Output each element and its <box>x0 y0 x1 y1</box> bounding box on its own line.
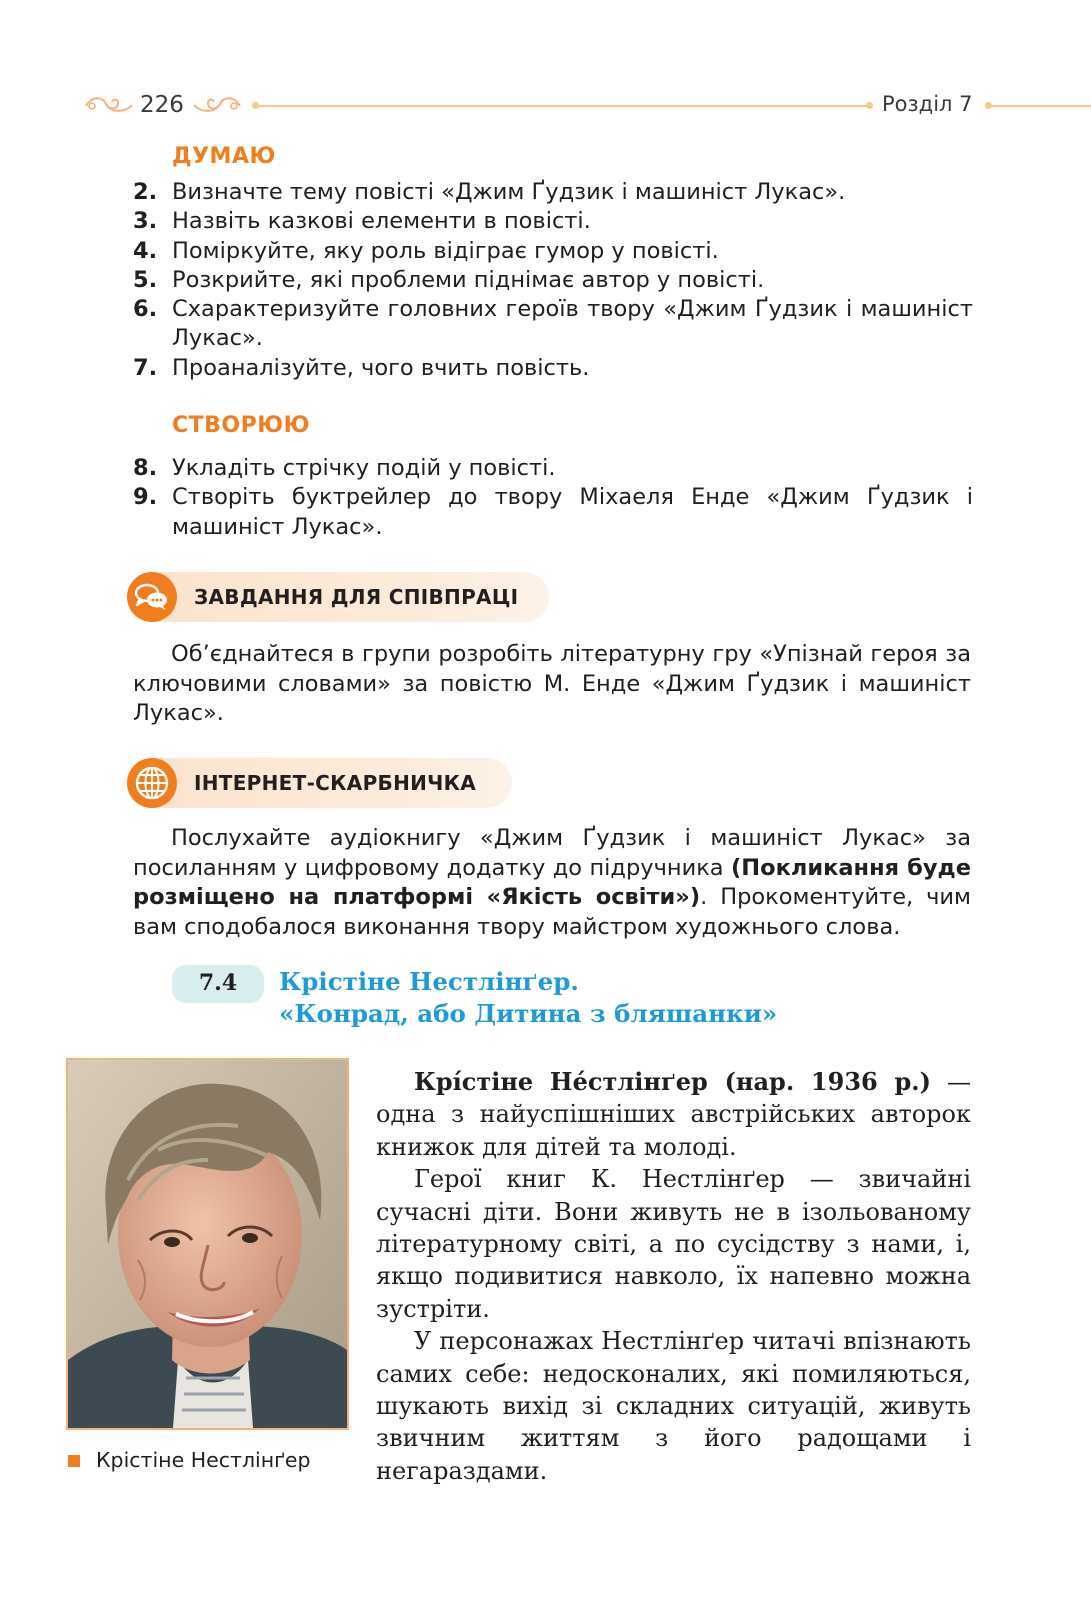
globe-icon <box>127 758 177 808</box>
question-list-creating <box>133 454 973 542</box>
question-item <box>133 483 973 542</box>
cooperation-text-body: Об’єднайтеся в групи розробіть літературну гру «Упізнай героя за ключовими словами» за повістю М. Енде «Джим Ґудзик і машиніст Лукас». <box>133 641 971 726</box>
question-list-thinking <box>133 178 973 383</box>
bio-intro: — одна з найуспішніших австрійських авторок книжок для дітей та молоді. <box>376 1068 971 1161</box>
question-text: Визначте тему повісті «Джим Ґудзик і машиніст Лукас». <box>172 179 846 205</box>
header-rule <box>258 105 868 107</box>
bio-paragraph-3: У персонажах Нестлінґер читачі впізнають самих себе: недосконалих, які помиляються, шукають вихід зі складних ситуацій, живуть звичним життям з його радощами і негараздами. <box>376 1327 971 1485</box>
question-text: Укладіть стрічку подій у повісті. <box>172 455 556 481</box>
portrait-illustration <box>68 1060 347 1428</box>
section-title-line2: «Конрад, або Дитина з бляшанки» <box>279 999 778 1028</box>
question-item <box>133 178 973 207</box>
question-number: 7. <box>133 354 158 381</box>
question-number: 4. <box>133 237 158 264</box>
section-title <box>279 966 777 1030</box>
question-item <box>133 354 973 383</box>
ornament-right-icon <box>192 94 242 116</box>
question-text: Проаналізуйте, чого вчить повість. <box>172 354 590 381</box>
cooperation-text <box>133 640 971 729</box>
bio-paragraph-2: Герої книг К. Нестлінґер — звичайні сучасні діти. Вони живуть не в ізольованому літературному світі, а по сусідству з нами, і, якщо подивитися навколо, їх напевно можна зустріти. <box>376 1165 971 1323</box>
ornament-left-icon <box>84 94 134 116</box>
section-title-line1: Крістіне Нестлінґер. <box>279 967 579 996</box>
bio-paragraph-1 <box>376 1066 971 1163</box>
photo-caption: Крістіне Нестлінґер <box>96 1448 311 1472</box>
question-item <box>133 207 973 236</box>
section-number-badge <box>172 965 264 1003</box>
section-title-creating: СТВОРЮЮ <box>172 413 310 438</box>
section-number: 7.4 <box>198 970 238 996</box>
internet-text-before: Послухайте аудіокнигу «Джим Ґудзик і машиніст Лукас» за посиланням у цифровому додатку до підручника <box>133 825 971 881</box>
question-item <box>133 454 973 483</box>
question-number: 5. <box>133 266 158 293</box>
question-number: 3. <box>133 208 158 235</box>
header-rule <box>990 105 1091 107</box>
internet-header <box>127 758 512 808</box>
chat-bubbles-icon <box>127 572 177 622</box>
question-item <box>133 295 973 354</box>
question-text: Поміркуйте, яку роль відіграє гумор у повісті. <box>172 237 719 264</box>
cooperation-title: ЗАВДАННЯ ДЛЯ СПІВПРАЦІ <box>194 585 519 609</box>
header-dot <box>866 102 873 109</box>
page-number: 226 <box>140 92 184 118</box>
page-header <box>0 88 1091 124</box>
question-text: Назвіть казкові елементи в повісті. <box>172 208 591 235</box>
question-number: 2. <box>133 179 158 205</box>
question-number: 6. <box>133 296 158 323</box>
question-text: Схарактеризуйте головних героїв твору «Джим Ґудзик і машиніст Лукас». <box>172 296 973 352</box>
internet-title: ІНТЕРНЕТ-СКАРБНИЧКА <box>194 771 477 795</box>
internet-text <box>133 824 971 942</box>
internet-text-after: . Прокоментуйте, чим вам сподобалося виконання твору майстром художнього слова. <box>133 884 972 940</box>
bio-author-name: Крі́стіне Не́стлінґер (нар. 1936 р.) <box>414 1067 931 1096</box>
author-bio <box>376 1066 971 1487</box>
chapter-label: Розділ 7 <box>882 92 973 116</box>
question-item <box>133 237 973 266</box>
question-text: Розкрийте, які проблеми піднімає автор у повісті. <box>172 266 765 293</box>
section-title-thinking: ДУМАЮ <box>172 144 276 169</box>
author-portrait <box>66 1058 349 1430</box>
question-text: Створіть буктрейлер до твору Міхаеля Енде «Джим Ґудзик і машиніст Лукас». <box>172 484 973 540</box>
caption-marker <box>68 1455 80 1467</box>
question-number: 8. <box>133 455 158 481</box>
question-item <box>133 266 973 295</box>
internet-text-bold: (Покликання буде розміщено на платформі «Якість освіти») <box>133 854 971 910</box>
cooperation-header <box>127 572 549 622</box>
question-number: 9. <box>133 484 158 511</box>
